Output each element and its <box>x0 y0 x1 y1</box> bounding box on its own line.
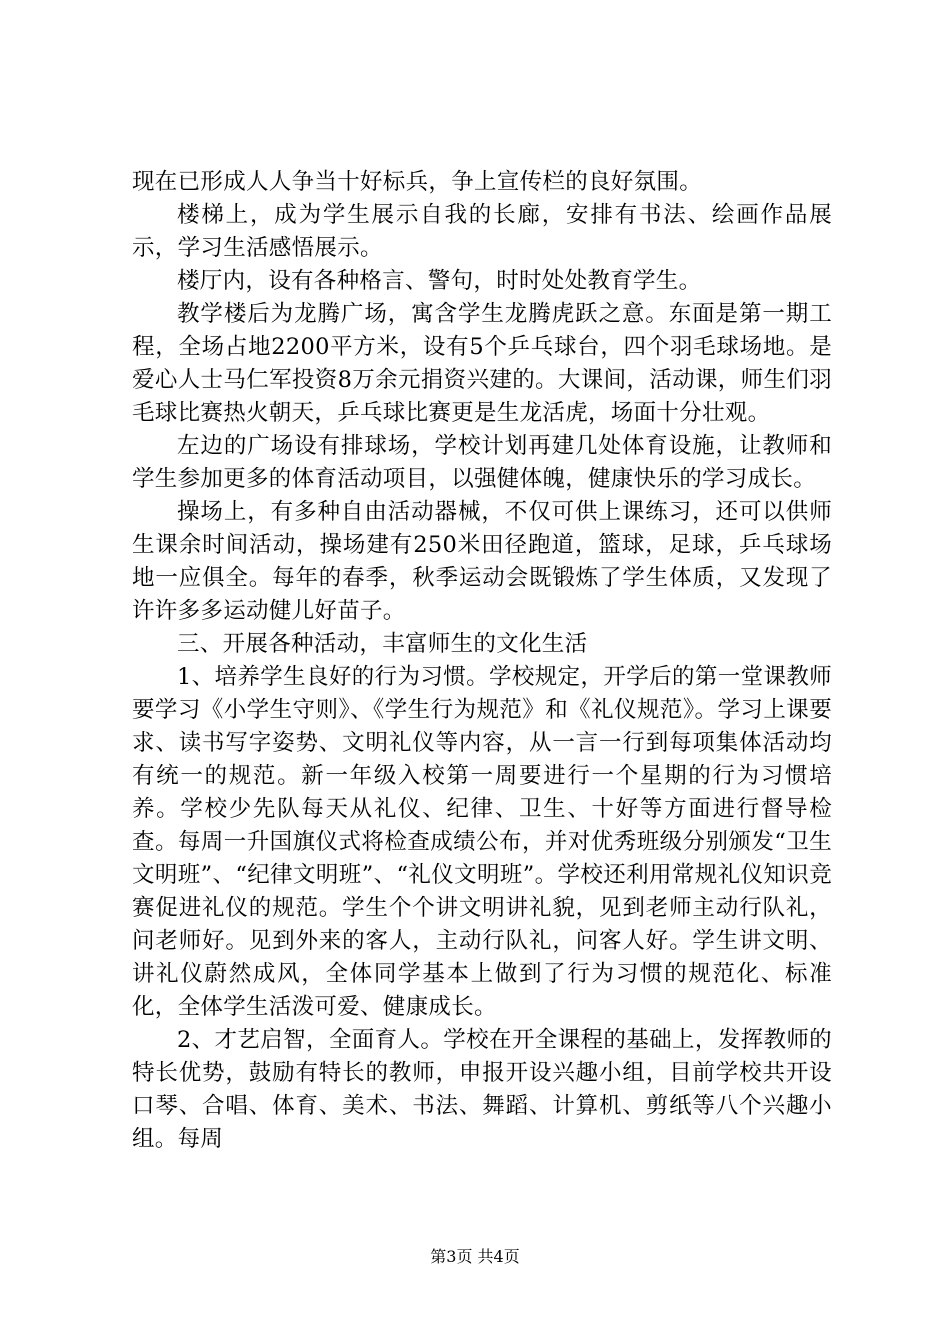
paragraph: 教学楼后为龙腾广场，寓含学生龙腾虎跃之意。东面是第一期工程，全场占地2200平方米，设有5个乒乓球台，四个羽毛球场地。是爱心人士马仁军投资8万余元捐资兴建的。大课间，活动课，师生们羽毛球比赛热火朝天，乒乓球比赛更是生龙活虎，场面十分壮观。 <box>132 301 832 426</box>
paragraph: 现在已形成人人争当十好标兵，争上宣传栏的良好氛围。 <box>132 169 703 195</box>
page-number-label: 第3页 共4页 <box>430 1247 520 1266</box>
paragraph: 操场上，有多种自由活动器械，不仅可供上课练习，还可以供师生课余时间活动，操场建有250米田径跑道，篮球，足球，乒乓球场地一应俱全。每年的春季，秋季运动会既锻炼了学生体质，又发现了许许多多运动健儿好苗子。 <box>132 499 832 624</box>
paragraph: 1、培养学生良好的行为习惯。学校规定，开学后的第一堂课教师要学习《小学生守则》、《学生行为规范》和《礼仪规范》。学习上课要求、读书写字姿势、文明礼仪等内容，从一言一行到每项集体活动均有统一的规范。新一年级入校第一周要进行一个星期的行为习惯培养。学校少先队每天从礼仪、纪律、卫生、十好等方面进行督导检查。每周一升国旗仪式将检查成绩公布，并对优秀班级分别颁发“卫生文明班”、“纪律文明班”、“礼仪文明班”。学校还利用常规礼仪知识竞赛促进礼仪的规范。学生个个讲文明讲礼貌，见到老师主动行队礼，问老师好。见到外来的客人，主动行队礼，问客人好。学生讲文明、讲礼仪蔚然成风，全体同学基本上做到了行为习惯的规范化、标准化，全体学生活泼可爱、健康成长。 <box>132 664 832 1020</box>
paragraph: 楼梯上，成为学生展示自我的长廊，安排有书法、绘画作品展示，学习生活感悟展示。 <box>132 202 832 261</box>
page-footer <box>0 1247 950 1267</box>
section-heading: 三、开展各种活动，丰富师生的文化生活 <box>177 631 588 657</box>
document-body <box>132 166 832 1156</box>
paragraph: 楼厅内，设有各种格言、警句，时时处处教育学生。 <box>177 268 702 294</box>
paragraph: 2、才艺启智，全面育人。学校在开全课程的基础上，发挥教师的特长优势，鼓励有特长的教师，申报开设兴趣小组，目前学校共开设口琴、合唱、体育、美术、书法、舞蹈、计算机、剪纸等八个兴趣小组。每周 <box>132 1027 832 1152</box>
paragraph: 左边的广场设有排球场，学校计划再建几处体育设施，让教师和学生参加更多的体育活动项目，以强健体魄，健康快乐的学习成长。 <box>132 433 832 492</box>
